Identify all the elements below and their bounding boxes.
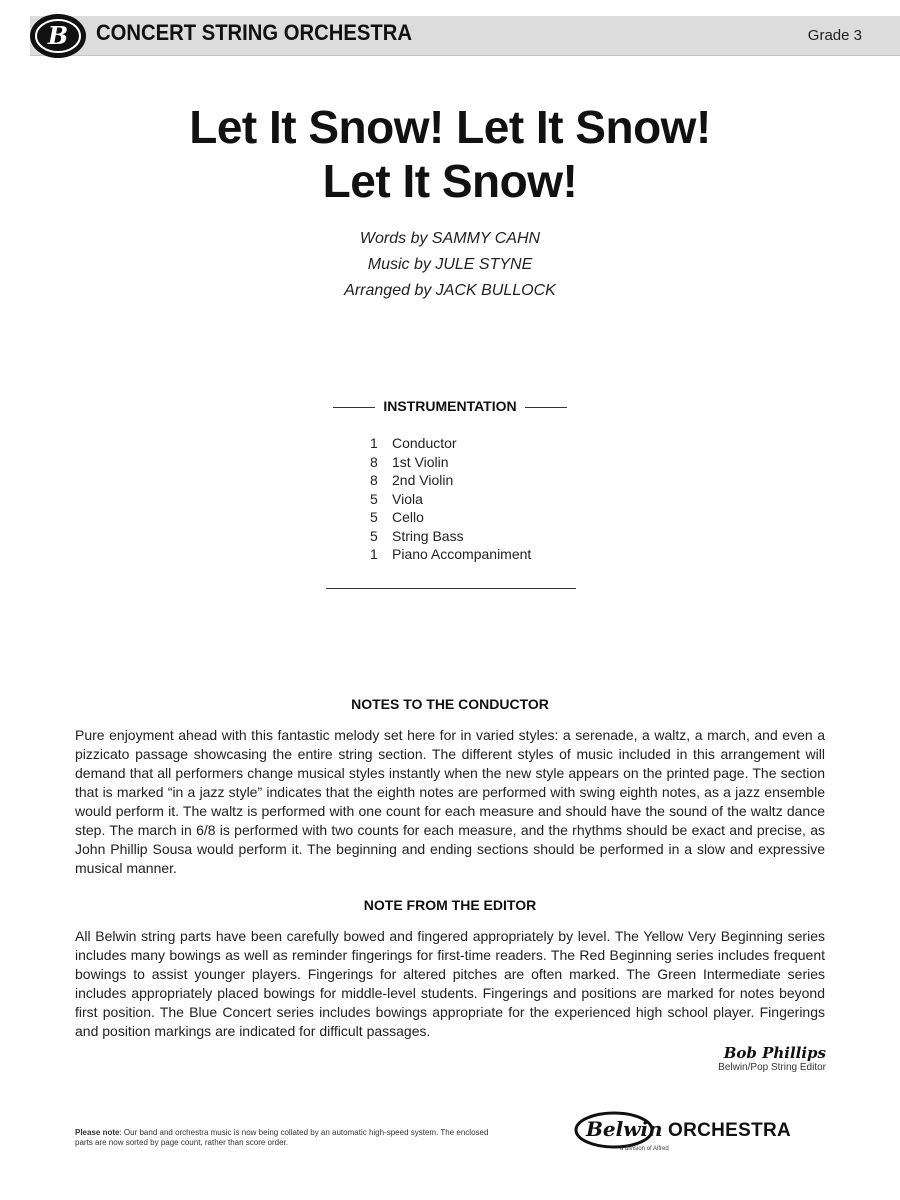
footer-note-text: : Our band and orchestra music is now being collated by an automatic high-speed system. The enclosed parts are now sorted by page count, rather than score order. (75, 1128, 489, 1147)
part-name: 2nd Violin (392, 472, 454, 488)
division-label: a division of Alfred (620, 1146, 669, 1152)
part-count: 8 (370, 472, 378, 488)
part-count: 5 (370, 490, 378, 507)
part-name: Piano Accompaniment (392, 546, 532, 562)
part-count: 1 (370, 435, 378, 451)
heading-rule-right (525, 407, 567, 408)
editor-signature-title: Belwin/Pop String Editor (718, 1062, 826, 1073)
part-count: 8 (370, 453, 378, 470)
part-name: Cello (392, 509, 424, 525)
part-name: Viola (392, 490, 423, 507)
editor-note-body: All Belwin string parts have been carefully bowed and fingered appropriately by level. The Yellow Very Beginning series includes many bowings as well as reminder fingerings for first-time readers. The Red Beginning series includes frequent bowings to assist younger players. Fingerings for altered pitches are often marked. The Green Intermediate series includes appropriately placed bowings for middle-level students. Fingerings and positions are marked for notes beyond first position. The Blue Concert series includes bowings appropriate for the experienced high school player. Fingerings and position markings are indicated for difficult passages. (75, 928, 825, 1039)
credit-music: Music by JULE STYNE (367, 256, 533, 273)
page-title (0, 100, 900, 208)
footer-note-label: Please note (75, 1128, 120, 1137)
orchestra-word: ORCHESTRA (668, 1120, 792, 1141)
list-item (370, 527, 531, 546)
svg-text:B: B (47, 21, 69, 50)
instrumentation-divider (326, 588, 576, 589)
series-title: CONCERT STRING ORCHESTRA (96, 20, 412, 45)
heading-rule-left (333, 407, 375, 408)
list-item (370, 434, 531, 453)
list-item (370, 453, 531, 472)
footer-note (75, 1128, 505, 1148)
part-name: String Bass (392, 527, 464, 544)
part-count: 5 (370, 527, 378, 544)
conductor-notes-body: Pure enjoyment ahead with this fantastic melody set here for in varied styles: a serenade, a waltz, a march, and even a pizzicato passage showcasing the entire string section. The different styles of music included in this arrangement will demand that all performers change musical styles instantly when the new style appears on the printed page. The section that is marked “in a jazz style” indicates that the eighth notes are performed with swing eighth notes, as a jazz ensemble would perform it. The waltz is performed with one count for each measure and should have the sound of the waltz dance step. The march in 6/8 is performed with two counts for each measure, and the rhythms should be exact and precise, as John Phillip Sousa would perform it. The beginning and ending sections should be performed in a slow and expressive musical manner. (75, 727, 825, 876)
editor-note-heading: NOTE FROM THE EDITOR (363, 897, 537, 913)
instrumentation-list (370, 434, 531, 564)
credit-arranger: Arranged by JACK BULLOCK (344, 282, 556, 299)
title-line-2: Let It Snow! (322, 155, 578, 207)
list-item (370, 508, 531, 527)
grade-label: Grade 3 (807, 27, 862, 44)
editor-signature: Bob Phillips (723, 1044, 826, 1062)
belwin-b-logo-icon (30, 14, 86, 58)
brand-word: Belwin (586, 1117, 663, 1141)
part-count: 1 (370, 546, 378, 562)
instrumentation-heading (0, 398, 900, 414)
list-item (370, 545, 531, 564)
conductor-notes-heading: NOTES TO THE CONDUCTOR (351, 696, 549, 712)
instrumentation-heading-text: INSTRUMENTATION (383, 398, 517, 414)
list-item (370, 471, 531, 490)
credits (0, 226, 900, 304)
part-count: 5 (370, 509, 378, 525)
list-item (370, 490, 531, 509)
part-name: Conductor (392, 435, 457, 451)
credit-words: Words by SAMMY CAHN (359, 230, 541, 247)
title-line-1: Let It Snow! Let It Snow! (189, 101, 711, 153)
part-name: 1st Violin (392, 453, 449, 470)
